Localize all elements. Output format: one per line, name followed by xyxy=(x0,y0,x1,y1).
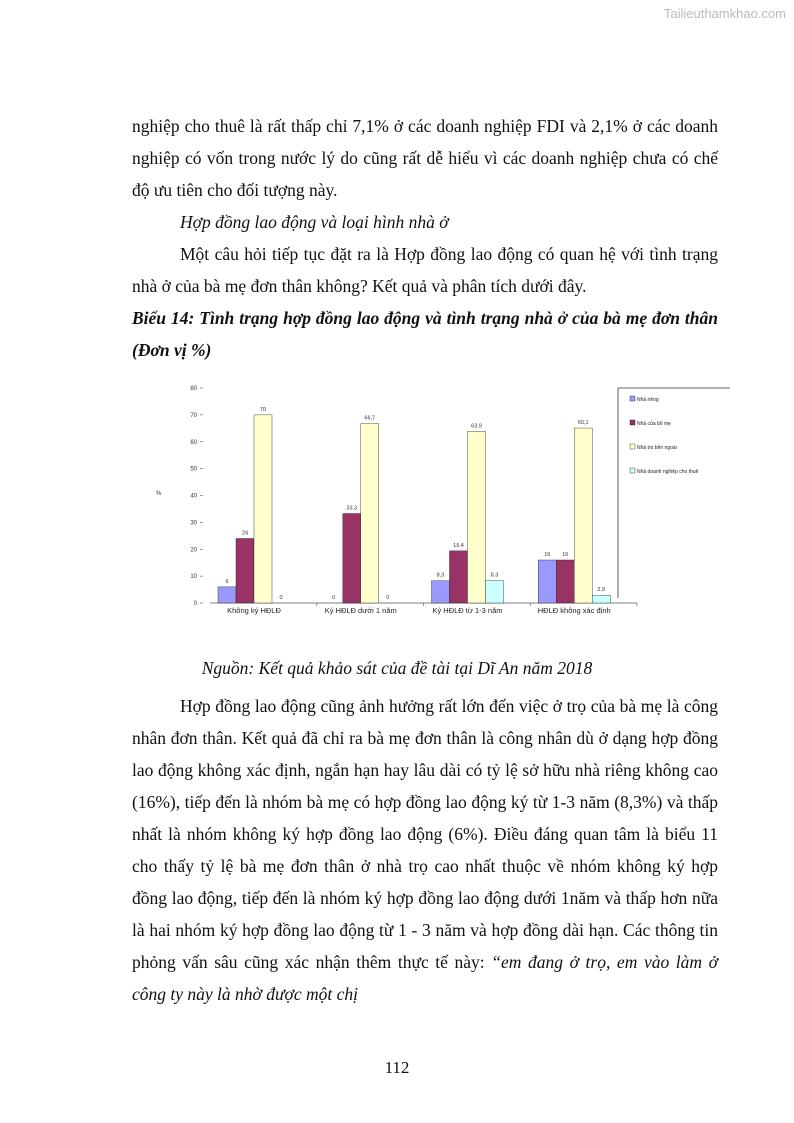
bar-chart xyxy=(150,380,750,620)
category-label: HĐLĐ không xác định xyxy=(537,606,611,615)
bar xyxy=(450,551,468,603)
legend-swatch xyxy=(630,420,635,425)
bar-data-label: 6 xyxy=(225,578,229,585)
y-tick-label: 10 xyxy=(190,574,197,581)
legend-swatch xyxy=(630,396,635,401)
legend-label: Nhà riêng xyxy=(637,397,659,403)
paragraph-3-text: Hợp đồng lao động cũng ảnh hưởng rất lớn đến việc ở trọ của bà mẹ là công nhân đơn thân. Kết quả đã chỉ ra bà mẹ đơn thân là công nhân dù ở dạng hợp đồng lao động không xác định, ngắn hạn hay lâu dài có tỷ lệ sở hữu nhà riêng không cao (16%), tiếp đến là nhóm bà mẹ có hợp đồng lao động ký từ 1-3 năm (8,3%) và thấp nhất là nhóm không ký hợp đồng lao động (6%). Điều đáng quan tâm là biểu 11 cho thấy tỷ lệ bà mẹ đơn thân ở nhà trọ cao nhất thuộc về nhóm không ký hợp đồng lao động, tiếp đến là nhóm ký hợp đồng lao động dưới 1năm và thấp hơn nữa là hai nhóm ký hợp đồng lao động từ 1 - 3 năm và hợp đồng dài hạn. Các thông tin phỏng vấn sâu cũng xác nhận thêm thực tế này: xyxy=(132,696,718,972)
section-heading: Hợp đồng lao động và loại hình nhà ở xyxy=(180,212,449,232)
bar-data-label: 19,4 xyxy=(453,542,464,549)
bar-data-label: 8,3 xyxy=(490,572,499,579)
y-tick-label: 50 xyxy=(190,466,197,473)
legend-label: Nhà của bố mẹ xyxy=(637,421,671,427)
bar-data-label: 8,3 xyxy=(436,572,445,579)
bar xyxy=(343,514,361,603)
paragraph-3 xyxy=(132,690,718,1010)
category-label: Ký HĐLĐ dưới 1 năm xyxy=(324,606,397,615)
bar xyxy=(486,581,504,603)
legend-label: Nhà doanh nghiệp cho thuê xyxy=(637,469,699,475)
bar xyxy=(218,587,236,603)
bar-data-label: 0 xyxy=(386,595,390,601)
bottom-text xyxy=(132,690,718,1010)
y-tick-label: 30 xyxy=(190,520,197,527)
bar-data-label: 66,7 xyxy=(364,415,376,422)
bar xyxy=(236,539,254,604)
bar-data-label: 70 xyxy=(259,406,267,413)
bar-data-label: 0 xyxy=(279,595,283,601)
bar-data-label: 16 xyxy=(544,552,551,558)
bar-data-label: 63,9 xyxy=(471,423,482,430)
paragraph-1: nghiệp cho thuê là rất thấp chỉ 7,1% ở các doanh nghiệp FDI và 2,1% ở các doanh nghiệp có vốn trong nước lý do cũng rất dễ hiểu vì các doanh nghiệp chưa có chế độ ưu tiên cho đối tượng này. xyxy=(132,116,718,200)
bar-data-label: 16 xyxy=(562,552,569,558)
legend-swatch xyxy=(630,444,635,449)
paragraph-2: Một câu hỏi tiếp tục đặt ra là Hợp đồng lao động có quan hệ với tình trạng nhà ở của bà mẹ đơn thân không? Kết quả và phân tích dưới đây. xyxy=(132,244,718,296)
bar xyxy=(254,415,272,603)
bar-data-label: 65,1 xyxy=(577,420,589,427)
y-tick-label: 20 xyxy=(190,547,197,554)
y-tick-label: 0 xyxy=(193,601,197,607)
bar xyxy=(538,560,556,603)
bar-data-label: 0 xyxy=(332,595,336,601)
y-tick-label: 80 xyxy=(190,386,197,392)
bar xyxy=(574,428,592,603)
bar-data-label: 2,9 xyxy=(597,587,606,594)
chart-source: Nguồn: Kết quả khảo sát của đề tài tại Dĩ An năm 2018 xyxy=(201,658,593,678)
chart-caption: Biểu 14: Tình trạng hợp đồng lao động và tình trạng nhà ở của bà mẹ đơn thân (Đơn vị %) xyxy=(132,308,718,360)
bar xyxy=(592,595,610,603)
page-number: 112 xyxy=(384,1058,410,1077)
y-tick-label: 40 xyxy=(190,493,197,500)
y-axis-label: % xyxy=(156,491,162,497)
y-tick-label: 70 xyxy=(190,412,197,419)
bar xyxy=(432,581,450,603)
legend-swatch xyxy=(630,468,635,473)
bar xyxy=(361,424,379,603)
category-label: Ký HĐLĐ từ 1-3 năm xyxy=(432,606,503,615)
legend-label: Nhà trọ bên ngoài xyxy=(637,445,677,451)
top-text xyxy=(132,110,718,366)
category-label: Không ký HĐLĐ xyxy=(227,606,281,615)
bar xyxy=(556,560,574,603)
watermark: Tailieuthamkhao.com xyxy=(663,6,786,21)
bar-data-label: 24 xyxy=(241,530,249,537)
y-tick-label: 60 xyxy=(190,439,197,446)
bar-data-label: 33,3 xyxy=(346,505,358,512)
bar xyxy=(468,431,486,603)
interview-quote: “em đang ở trọ, em vào làm ở công ty này là nhờ được một chị xyxy=(132,952,718,1004)
